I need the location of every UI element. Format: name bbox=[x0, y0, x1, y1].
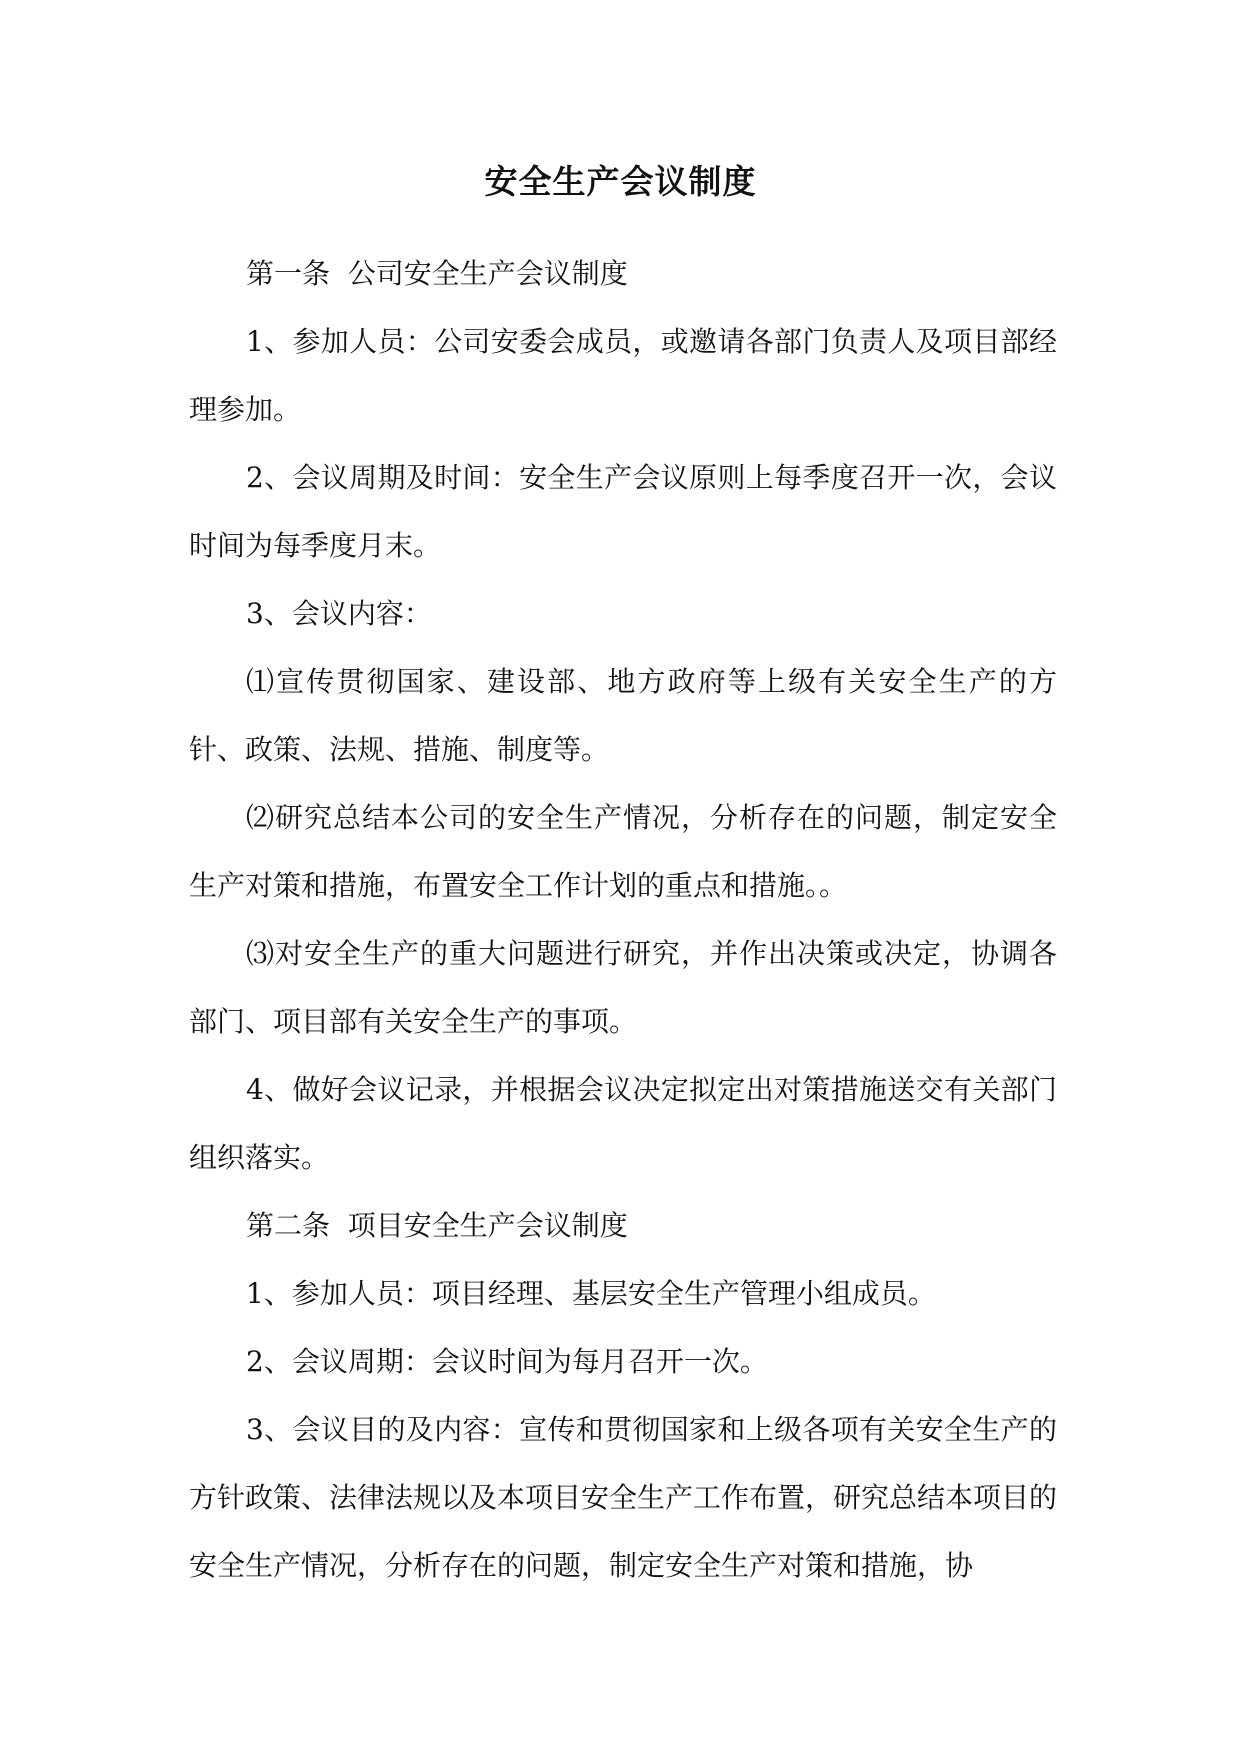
paragraph: ⑵研究总结本公司的安全生产情况，分析存在的问题，制定安全生产对策和措施，布置安全工作计划的重点和措施。。 bbox=[189, 801, 1057, 902]
document-title: 安全生产会议制度 bbox=[484, 162, 757, 201]
paragraph: 4、做好会议记录，并根据会议决定拟定出对策措施送交有关部门组织落实。 bbox=[189, 1073, 1057, 1174]
paragraph: 3、会议目的及内容：宣传和贯彻国家和上级各项有关安全生产的方针政策、法律法规以及本项目安全生产工作布置，研究总结本项目的安全生产情况，分析存在的问题，制定安全生产对策和措施，协 bbox=[189, 1413, 1058, 1582]
paragraph: ⑴宣传贯彻国家、建设部、地方政府等上级有关安全生产的方针、政策、法规、措施、制度等。 bbox=[189, 665, 1057, 766]
paragraph: 2、会议周期：会议时间为每月召开一次。 bbox=[246, 1345, 768, 1378]
paragraph: ⑶对安全生产的重大问题进行研究，并作出决策或决定，协调各部门、项目部有关安全生产的事项。 bbox=[189, 937, 1057, 1038]
section-heading-1: 第一条 公司安全生产会议制度 bbox=[246, 257, 628, 290]
paragraph: 3、会议内容： bbox=[246, 597, 432, 630]
paragraph: 1、参加人员：项目经理、基层安全生产管理小组成员。 bbox=[246, 1277, 936, 1310]
paragraph: 2、会议周期及时间：安全生产会议原则上每季度召开一次，会议时间为每季度月末。 bbox=[189, 461, 1057, 562]
paragraph: 1、参加人员：公司安委会成员，或邀请各部门负责人及项目部经理参加。 bbox=[189, 325, 1057, 426]
section-heading-2: 第二条 项目安全生产会议制度 bbox=[246, 1209, 628, 1242]
document-body bbox=[189, 240, 1057, 1600]
